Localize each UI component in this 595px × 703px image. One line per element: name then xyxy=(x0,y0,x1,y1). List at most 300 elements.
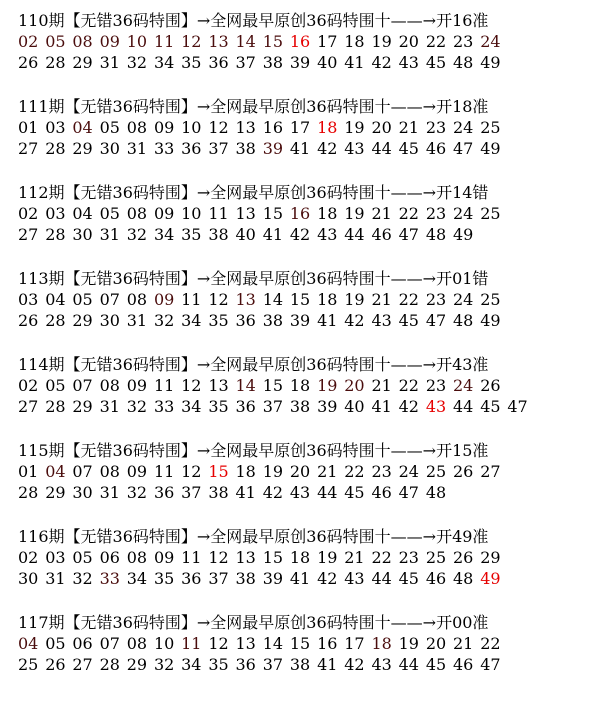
number: 43 xyxy=(344,139,365,158)
number: 44 xyxy=(371,139,392,158)
number: 18 xyxy=(235,462,256,481)
number: 10 xyxy=(181,118,202,137)
number: 08 xyxy=(72,32,93,51)
number: 09 xyxy=(153,290,175,309)
number: 29 xyxy=(72,139,93,158)
number: 45 xyxy=(344,483,365,502)
number: 08 xyxy=(99,376,120,395)
number: 36 xyxy=(235,311,256,330)
number: 07 xyxy=(72,376,93,395)
number: 19 xyxy=(317,376,338,395)
number: 38 xyxy=(289,397,311,416)
number: 24 xyxy=(453,118,474,137)
number: 21 xyxy=(344,548,365,567)
number: 25 xyxy=(480,290,501,309)
number: 23 xyxy=(425,376,447,395)
number: 36 xyxy=(235,397,256,416)
number: 14 xyxy=(235,32,256,51)
number: 03 xyxy=(18,290,39,309)
number: 34 xyxy=(126,569,148,588)
number: 30 xyxy=(72,483,93,502)
number: 26 xyxy=(453,462,474,481)
number: 07 xyxy=(99,634,120,653)
number: 41 xyxy=(262,225,284,244)
number: 33 xyxy=(99,569,120,588)
number: 46 xyxy=(371,225,392,244)
number: 22 xyxy=(480,634,501,653)
number: 44 xyxy=(453,397,474,416)
number: 29 xyxy=(72,397,93,416)
number: 19 xyxy=(371,32,392,51)
number: 47 xyxy=(398,225,419,244)
number: 13 xyxy=(208,376,229,395)
number: 23 xyxy=(371,462,392,481)
number: 19 xyxy=(262,462,284,481)
number: 23 xyxy=(425,204,447,223)
number: 39 xyxy=(317,397,338,416)
number: 24 xyxy=(453,376,474,395)
number: 19 xyxy=(344,290,365,309)
number: 31 xyxy=(99,225,120,244)
number: 01 xyxy=(18,462,39,481)
number: 19 xyxy=(398,634,419,653)
period-header: 110期【无错36码特围】→全网最早原创36码特围十——→开16准 xyxy=(18,11,489,30)
period-header: 116期【无错36码特围】→全网最早原创36码特围十——→开49准 xyxy=(18,527,489,546)
number-row xyxy=(18,117,595,138)
number: 03 xyxy=(45,548,66,567)
number: 41 xyxy=(289,569,311,588)
number: 06 xyxy=(99,548,120,567)
number: 28 xyxy=(45,397,66,416)
number: 31 xyxy=(45,569,66,588)
number: 10 xyxy=(126,32,148,51)
number: 14 xyxy=(262,290,284,309)
number: 11 xyxy=(153,376,175,395)
number: 37 xyxy=(208,569,229,588)
number: 11 xyxy=(153,462,175,481)
number: 26 xyxy=(18,53,39,72)
number: 48 xyxy=(453,311,474,330)
number: 26 xyxy=(45,655,66,674)
number: 42 xyxy=(398,397,419,416)
number: 10 xyxy=(181,204,202,223)
number: 13 xyxy=(235,290,256,309)
number: 45 xyxy=(425,53,447,72)
number-row xyxy=(18,654,595,675)
number: 38 xyxy=(289,655,311,674)
number: 15 xyxy=(262,376,284,395)
number: 15 xyxy=(262,204,284,223)
number: 15 xyxy=(262,548,284,567)
number: 12 xyxy=(208,548,229,567)
number: 37 xyxy=(181,483,202,502)
number: 27 xyxy=(18,397,39,416)
number: 13 xyxy=(208,32,229,51)
number: 08 xyxy=(126,204,148,223)
number: 18 xyxy=(317,290,338,309)
number: 18 xyxy=(289,548,311,567)
number: 30 xyxy=(99,139,120,158)
number: 04 xyxy=(72,204,93,223)
number: 49 xyxy=(480,53,501,72)
period-header: 117期【无错36码特围】→全网最早原创36码特围十——→开00准 xyxy=(18,613,489,632)
period-header: 114期【无错36码特围】→全网最早原创36码特围十——→开43准 xyxy=(18,355,489,374)
number-row xyxy=(18,52,595,73)
number: 28 xyxy=(45,311,66,330)
number: 21 xyxy=(371,290,392,309)
number: 35 xyxy=(181,53,202,72)
number: 42 xyxy=(344,311,365,330)
period-block xyxy=(18,182,595,268)
number: 44 xyxy=(398,655,419,674)
number: 45 xyxy=(480,397,501,416)
number: 13 xyxy=(235,548,256,567)
number: 04 xyxy=(72,118,93,137)
number: 31 xyxy=(99,53,120,72)
number: 46 xyxy=(425,139,447,158)
number: 30 xyxy=(18,569,39,588)
number: 22 xyxy=(425,32,447,51)
number: 20 xyxy=(425,634,447,653)
number: 19 xyxy=(317,548,338,567)
number: 45 xyxy=(398,139,419,158)
number: 12 xyxy=(208,290,229,309)
number: 23 xyxy=(453,32,474,51)
number: 36 xyxy=(208,53,229,72)
number: 38 xyxy=(235,139,256,158)
number: 33 xyxy=(153,397,175,416)
number: 11 xyxy=(181,290,202,309)
number: 24 xyxy=(398,462,419,481)
number: 05 xyxy=(45,376,66,395)
number: 24 xyxy=(453,204,474,223)
number: 05 xyxy=(99,204,120,223)
number: 27 xyxy=(480,462,501,481)
number: 31 xyxy=(99,483,120,502)
number-row xyxy=(18,289,595,310)
number: 32 xyxy=(126,53,148,72)
number: 42 xyxy=(289,225,311,244)
number: 36 xyxy=(181,139,202,158)
number: 16 xyxy=(289,204,311,223)
number: 40 xyxy=(317,53,338,72)
number: 41 xyxy=(235,483,256,502)
number: 29 xyxy=(72,311,93,330)
number: 04 xyxy=(45,462,66,481)
number: 37 xyxy=(262,655,284,674)
number-row xyxy=(18,138,595,159)
number: 31 xyxy=(99,397,120,416)
number: 35 xyxy=(208,397,229,416)
number: 13 xyxy=(235,204,256,223)
number-row xyxy=(18,31,595,52)
number: 16 xyxy=(317,634,338,653)
number: 08 xyxy=(126,118,148,137)
number: 46 xyxy=(425,569,447,588)
number: 29 xyxy=(45,483,66,502)
number: 25 xyxy=(480,118,501,137)
number: 41 xyxy=(344,53,365,72)
period-block xyxy=(18,10,595,96)
number: 36 xyxy=(235,655,256,674)
number: 47 xyxy=(425,311,447,330)
number: 28 xyxy=(45,53,66,72)
number: 21 xyxy=(371,204,392,223)
number: 21 xyxy=(398,118,419,137)
number: 23 xyxy=(425,290,447,309)
number: 34 xyxy=(181,655,202,674)
number: 14 xyxy=(262,634,284,653)
number: 39 xyxy=(289,53,311,72)
number: 38 xyxy=(262,53,284,72)
number: 46 xyxy=(453,655,474,674)
number: 26 xyxy=(18,311,39,330)
number-row xyxy=(18,633,595,654)
number: 12 xyxy=(181,376,202,395)
number: 35 xyxy=(181,225,202,244)
number-row xyxy=(18,396,595,417)
number: 49 xyxy=(480,139,501,158)
number: 42 xyxy=(344,655,365,674)
number: 45 xyxy=(398,311,419,330)
number: 40 xyxy=(235,225,256,244)
number: 02 xyxy=(18,376,39,395)
number: 32 xyxy=(153,655,175,674)
number: 47 xyxy=(453,139,474,158)
number: 49 xyxy=(480,311,501,330)
number: 22 xyxy=(398,204,419,223)
number: 18 xyxy=(344,32,365,51)
number: 09 xyxy=(153,548,175,567)
number: 39 xyxy=(262,139,284,158)
number: 17 xyxy=(289,118,311,137)
number: 37 xyxy=(235,53,256,72)
winning-number: 15 xyxy=(208,462,229,481)
number: 11 xyxy=(153,32,175,51)
number: 05 xyxy=(72,548,93,567)
number: 26 xyxy=(453,548,474,567)
number: 18 xyxy=(371,634,392,653)
number: 09 xyxy=(126,462,148,481)
number: 21 xyxy=(317,462,338,481)
period-header: 113期【无错36码特围】→全网最早原创36码特围十——→开01错 xyxy=(18,269,489,288)
number: 47 xyxy=(398,483,419,502)
number: 24 xyxy=(453,290,474,309)
number: 48 xyxy=(453,569,474,588)
period-block xyxy=(18,354,595,440)
number: 48 xyxy=(453,53,474,72)
number: 22 xyxy=(344,462,365,481)
number: 20 xyxy=(398,32,419,51)
number: 30 xyxy=(72,225,93,244)
number: 30 xyxy=(99,311,120,330)
number: 28 xyxy=(18,483,39,502)
number: 27 xyxy=(18,225,39,244)
number: 08 xyxy=(126,634,148,653)
number-row xyxy=(18,547,595,568)
number: 32 xyxy=(72,569,93,588)
number: 22 xyxy=(398,290,419,309)
number: 47 xyxy=(480,655,501,674)
number: 48 xyxy=(425,225,447,244)
number: 42 xyxy=(262,483,284,502)
winning-number: 43 xyxy=(425,397,447,416)
number: 02 xyxy=(18,548,39,567)
number: 47 xyxy=(507,397,528,416)
number: 04 xyxy=(18,634,39,653)
period-block xyxy=(18,268,595,354)
number: 20 xyxy=(289,462,311,481)
number: 17 xyxy=(344,634,365,653)
number: 15 xyxy=(289,634,311,653)
number: 43 xyxy=(289,483,311,502)
period-block xyxy=(18,96,595,182)
number: 43 xyxy=(398,53,419,72)
number: 19 xyxy=(344,118,365,137)
number: 41 xyxy=(317,311,338,330)
number-row xyxy=(18,568,595,589)
number: 04 xyxy=(45,290,66,309)
number: 31 xyxy=(126,311,148,330)
period-block xyxy=(18,440,595,526)
number: 18 xyxy=(317,204,338,223)
number: 11 xyxy=(181,548,202,567)
number: 45 xyxy=(425,655,447,674)
period-block xyxy=(18,526,595,612)
number-row xyxy=(18,224,595,245)
number: 34 xyxy=(181,311,202,330)
number: 34 xyxy=(153,225,175,244)
number: 29 xyxy=(72,53,93,72)
number: 27 xyxy=(18,139,39,158)
winning-number: 18 xyxy=(317,118,338,137)
number: 16 xyxy=(262,118,284,137)
number: 38 xyxy=(208,225,229,244)
number: 12 xyxy=(208,634,229,653)
number: 05 xyxy=(72,290,93,309)
number: 44 xyxy=(371,569,392,588)
number: 32 xyxy=(126,225,148,244)
number: 21 xyxy=(453,634,474,653)
number: 08 xyxy=(99,462,120,481)
number: 45 xyxy=(398,569,419,588)
number: 41 xyxy=(317,655,338,674)
number: 09 xyxy=(153,204,175,223)
number: 12 xyxy=(181,462,202,481)
number: 15 xyxy=(289,290,311,309)
number: 11 xyxy=(181,634,202,653)
number: 35 xyxy=(208,311,229,330)
number: 09 xyxy=(153,118,175,137)
number: 37 xyxy=(208,139,229,158)
number: 34 xyxy=(181,397,202,416)
number: 05 xyxy=(45,32,66,51)
number-row xyxy=(18,203,595,224)
number: 02 xyxy=(18,32,39,51)
number: 33 xyxy=(153,139,175,158)
winning-number: 49 xyxy=(480,569,501,588)
number: 29 xyxy=(480,548,501,567)
number: 05 xyxy=(99,118,120,137)
number-row xyxy=(18,482,595,503)
number: 24 xyxy=(480,32,501,51)
number: 05 xyxy=(45,634,66,653)
number: 26 xyxy=(480,376,501,395)
number: 08 xyxy=(126,548,148,567)
number: 38 xyxy=(235,569,256,588)
number: 25 xyxy=(18,655,39,674)
number: 01 xyxy=(18,118,39,137)
number: 35 xyxy=(153,569,175,588)
number: 36 xyxy=(153,483,175,502)
number: 35 xyxy=(208,655,229,674)
number: 25 xyxy=(425,462,447,481)
number: 43 xyxy=(317,225,338,244)
number: 39 xyxy=(289,311,311,330)
number: 17 xyxy=(317,32,338,51)
number: 42 xyxy=(371,53,392,72)
number: 39 xyxy=(262,569,284,588)
number: 32 xyxy=(153,311,175,330)
number: 09 xyxy=(99,32,120,51)
number: 20 xyxy=(344,376,365,395)
number: 22 xyxy=(371,548,392,567)
number: 25 xyxy=(425,548,447,567)
number: 42 xyxy=(317,139,338,158)
number: 49 xyxy=(453,225,474,244)
period-header: 112期【无错36码特围】→全网最早原创36码特围十——→开14错 xyxy=(18,183,489,202)
number: 32 xyxy=(126,397,148,416)
number: 42 xyxy=(317,569,338,588)
number: 07 xyxy=(72,462,93,481)
number: 43 xyxy=(371,655,392,674)
winning-number: 16 xyxy=(289,32,311,51)
number: 28 xyxy=(99,655,120,674)
number: 15 xyxy=(262,32,284,51)
number: 27 xyxy=(72,655,93,674)
number-row xyxy=(18,461,595,482)
number: 23 xyxy=(425,118,447,137)
number: 19 xyxy=(344,204,365,223)
number: 14 xyxy=(235,376,256,395)
number: 37 xyxy=(262,397,284,416)
number: 12 xyxy=(181,32,202,51)
number: 36 xyxy=(181,569,202,588)
number: 41 xyxy=(371,397,392,416)
number: 43 xyxy=(344,569,365,588)
number: 03 xyxy=(45,118,66,137)
number: 44 xyxy=(344,225,365,244)
number: 06 xyxy=(72,634,93,653)
number: 23 xyxy=(398,548,419,567)
number: 10 xyxy=(153,634,175,653)
number: 38 xyxy=(262,311,284,330)
number: 02 xyxy=(18,204,39,223)
number: 28 xyxy=(45,139,66,158)
number: 38 xyxy=(208,483,229,502)
number: 20 xyxy=(371,118,392,137)
number: 29 xyxy=(126,655,148,674)
number: 22 xyxy=(398,376,419,395)
number: 09 xyxy=(126,376,148,395)
number-row xyxy=(18,375,595,396)
number: 41 xyxy=(289,139,311,158)
number: 18 xyxy=(289,376,311,395)
number: 43 xyxy=(371,311,392,330)
number: 31 xyxy=(126,139,148,158)
period-header: 111期【无错36码特围】→全网最早原创36码特围十——→开18准 xyxy=(18,97,489,116)
number: 40 xyxy=(344,397,365,416)
